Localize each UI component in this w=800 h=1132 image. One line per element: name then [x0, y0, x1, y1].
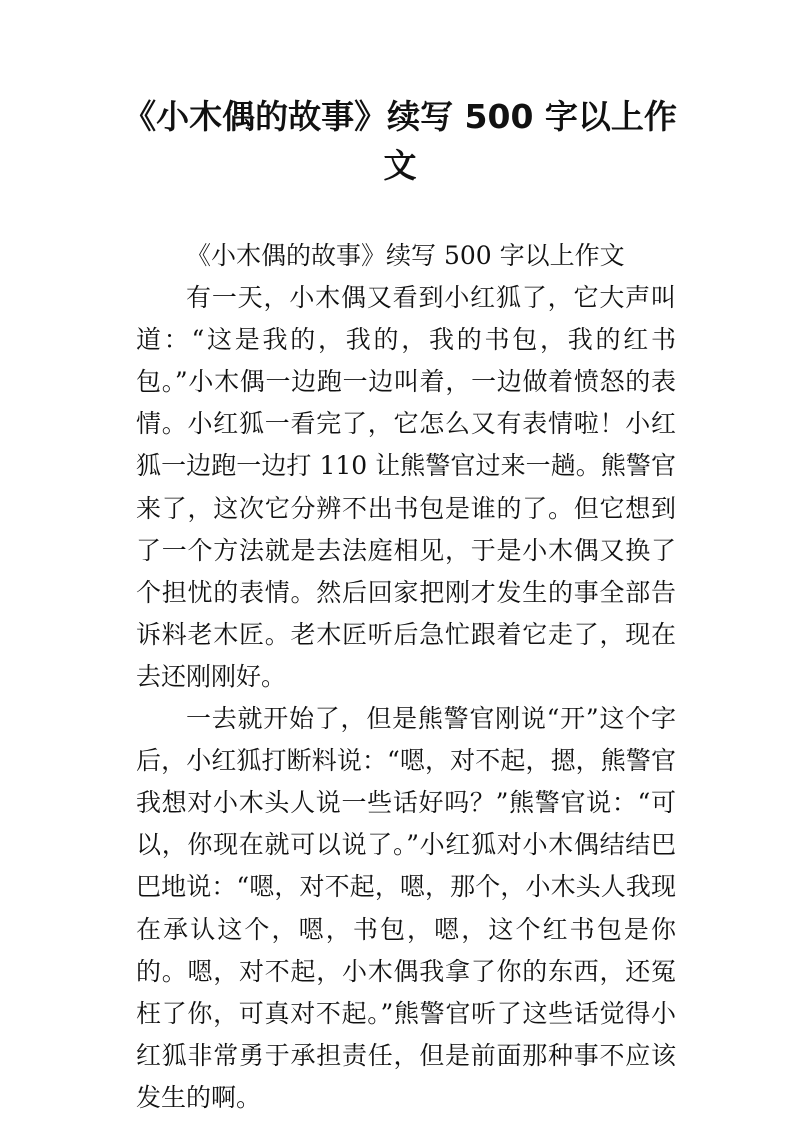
document-body	[136, 235, 676, 1119]
paragraph: 有一天，小木偶又看到小红狐了，它大声叫道：“这是我的，我的，我的书包，我的红书包。”小木偶一边跑一边叫着，一边做着愤怒的表情。小红狐一看完了，它怎么又有表情啦！小红狐一边跑一边打 110 让熊警官过来一趟。熊警官来了，这次它分辨不出书包是谁的了。但它想到了一个方法就是去法庭相见，于是小木偶又换了个担忧的表情。然后回家把刚才发生的事全部告诉料老木匠。老木匠听后急忙跟着它走了，现在去还刚刚好。	[136, 283, 676, 691]
paragraph: 一去就开始了，但是熊警官刚说“开”这个字后，小红狐打断料说：“嗯，对不起，摁，熊警官我想对小木头人说一些话好吗？”熊警官说：“可以，你现在就可以说了。”小红狐对小木偶结结巴巴地说：“嗯，对不起，嗯，那个，小木头人我现在承认这个，嗯，书包，嗯，这个红书包是你的。嗯，对不起，小木偶我拿了你的东西，还冤枉了你，可真对不起。”熊警官听了这些话觉得小红狐非常勇于承担责任，但是前面那种事不应该发生的啊。	[136, 704, 676, 1112]
paragraph-subtitle: 《小木偶的故事》续写 500 字以上作文	[186, 241, 625, 270]
document-title: 《小木偶的故事》续写 500 字以上作文	[123, 97, 677, 185]
